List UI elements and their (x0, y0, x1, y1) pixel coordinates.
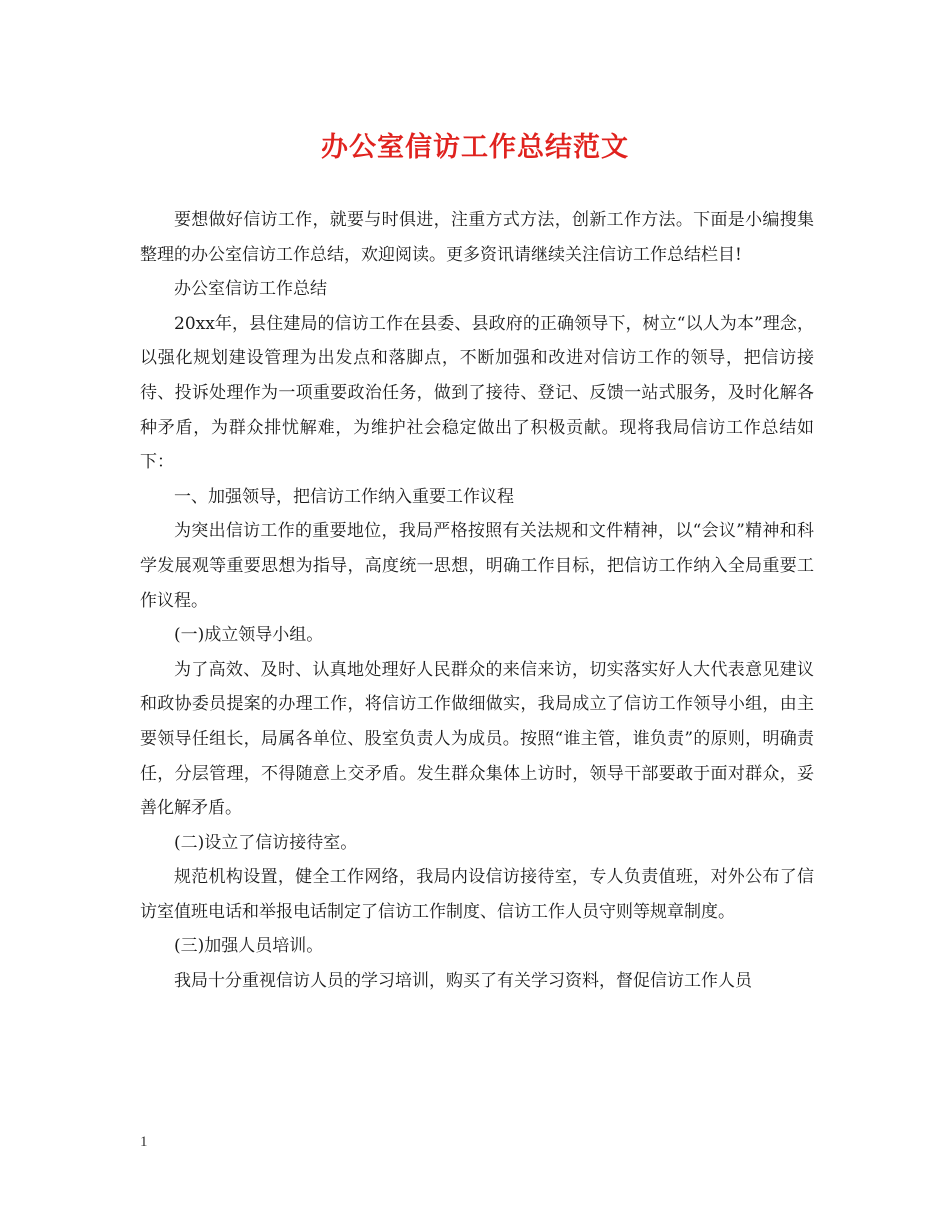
paragraph-section-1: 为突出信访工作的重要地位，我局严格按照有关法规和文件精神，以“会议”精神和科学发展观等重要思想为指导，高度统一思想，明确工作目标，把信访工作纳入全局重要工作议程。 (140, 521, 814, 611)
paragraph-subtitle: 办公室信访工作总结 (174, 279, 327, 300)
document-title: 办公室信访工作总结范文 (321, 132, 629, 163)
paragraph-subsection-3: 我局十分重视信访人员的学习培训，购买了有关学习资料，督促信访工作人员 (174, 971, 752, 992)
document-body (140, 203, 814, 999)
section-heading-1: 一、加强领导，把信访工作纳入重要工作议程 (174, 486, 514, 507)
subsection-heading-1: (一)成立领导小组。 (174, 625, 324, 646)
paragraph-intro: 要想做好信访工作，就要与时俱进，注重方式方法，创新工作方法。下面是小编搜集整理的办公室信访工作总结，欢迎阅读。更多资讯请继续关注信访工作总结栏目! (140, 210, 814, 265)
subsection-heading-3: (三)加强人员培训。 (174, 936, 324, 957)
paragraph-subsection-1: 为了高效、及时、认真地处理好人民群众的来信来访，切实落实好人大代表意见建议和政协委员提案的办理工作，将信访工作做细做实，我局成立了信访工作领导小组，由主要领导任组长，局属各单位、股室负责人为成员。按照“谁主管，谁负责”的原则，明确责任，分层管理，不得随意上交矛盾。发生群众集体上访时，领导干部要敢于面对群众，妥善化解矛盾。 (140, 659, 814, 819)
subsection-heading-2: (二)设立了信访接待室。 (174, 832, 358, 853)
page-number: 1 (140, 1134, 148, 1150)
paragraph-overview: 20xx年，县住建局的信访工作在县委、县政府的正确领导下，树立“以人为本”理念，以强化规划建设管理为出发点和落脚点，不断加强和改进对信访工作的领导，把信访接待、投诉处理作为一项重要政治任务，做到了接待、登记、反馈一站式服务，及时化解各种矛盾，为群众排忧解难，为维护社会稳定做出了积极贡献。现将我局信访工作总结如下： (140, 313, 814, 473)
paragraph-subsection-2: 规范机构设置，健全工作网络，我局内设信访接待室，专人负责值班，对外公布了信访室值班电话和举报电话制定了信访工作制度、信访工作人员守则等规章制度。 (140, 867, 814, 922)
